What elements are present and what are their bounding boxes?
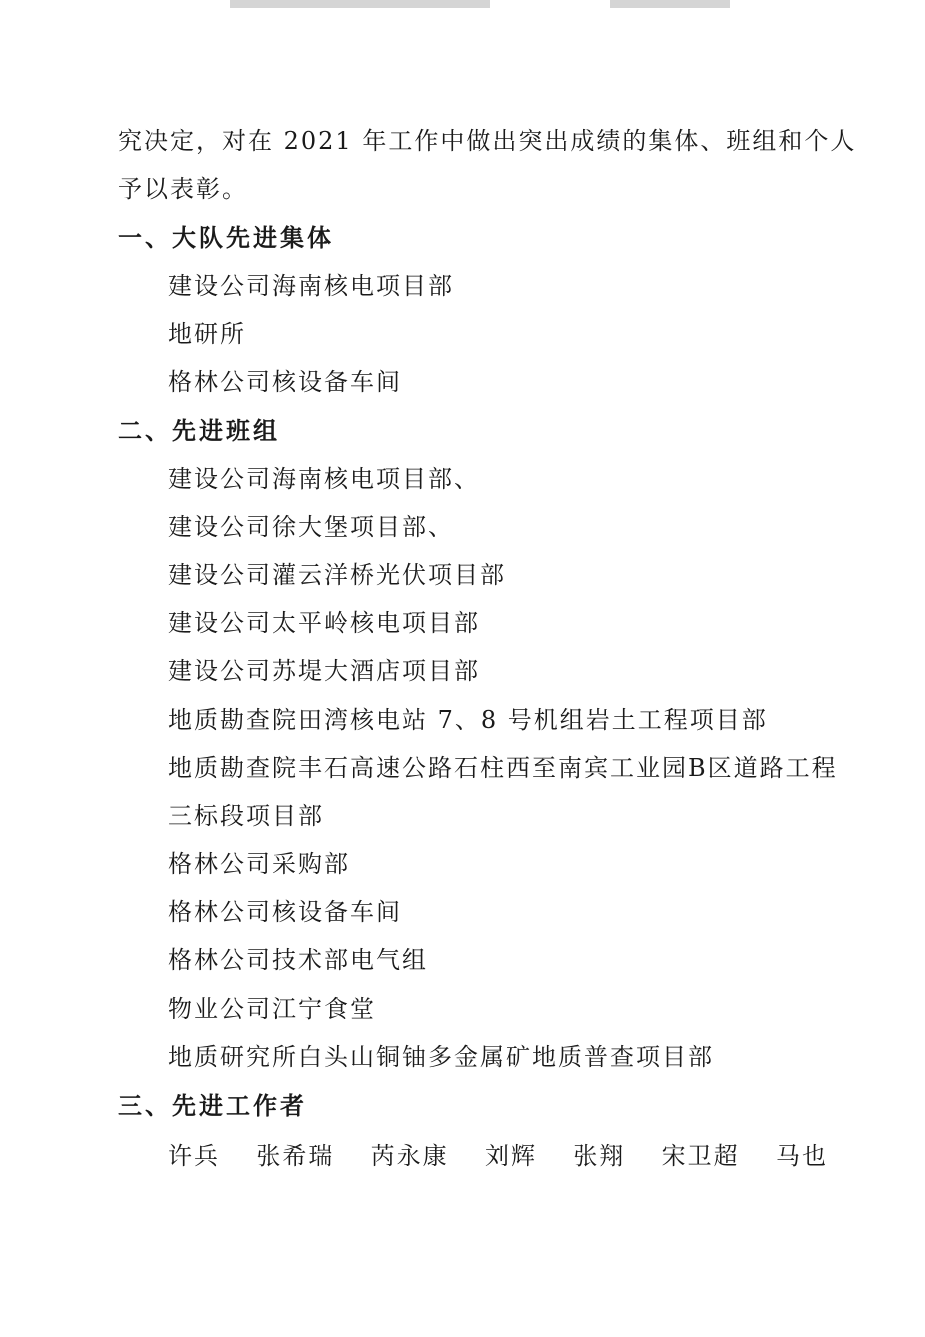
list-item: 格林公司核设备车间: [168, 898, 402, 926]
list-item: 地质勘查院丰石高速公路石柱西至南宾工业园B区道路工程: [168, 754, 838, 782]
worker-name: 芮永康: [370, 1142, 449, 1170]
intro-line-1: 究决定，对在 2021 年工作中做出突出成绩的集体、班组和个人: [118, 127, 857, 155]
list-item: 建设公司苏堤大酒店项目部: [168, 657, 480, 685]
worker-name: 宋卫超: [661, 1142, 740, 1170]
worker-name: 张希瑞: [256, 1142, 335, 1170]
worker-name: 刘辉: [484, 1142, 537, 1170]
intro-line-2: 予以表彰。: [118, 175, 248, 203]
list-item: 建设公司太平岭核电项目部: [168, 609, 480, 637]
section-heading-teams: 二、先进班组: [118, 417, 280, 445]
worker-name: 马也: [775, 1142, 828, 1170]
worker-name: 许兵: [168, 1142, 220, 1170]
section-heading-collectives: 一、大队先进集体: [118, 224, 334, 252]
list-item: 建设公司海南核电项目部: [168, 272, 454, 300]
list-item: 格林公司核设备车间: [168, 368, 402, 396]
list-item: 地质研究所白头山铜铀多金属矿地质普查项目部: [168, 1043, 714, 1071]
scan-edge-mark: [610, 0, 730, 8]
list-item: 格林公司采购部: [168, 850, 350, 878]
list-item: 建设公司海南核电项目部、: [168, 465, 480, 493]
list-item: 建设公司灌云洋桥光伏项目部: [168, 561, 506, 589]
scan-edge-mark: [230, 0, 490, 8]
worker-name: 张翔: [573, 1142, 626, 1170]
list-item: 地研所: [168, 320, 246, 348]
list-item: 地质勘查院田湾核电站 7、8 号机组岩土工程项目部: [168, 706, 768, 734]
list-item: 建设公司徐大堡项目部、: [168, 513, 454, 541]
list-item: 三标段项目部: [168, 802, 324, 830]
list-item: 物业公司江宁食堂: [168, 995, 376, 1023]
section-heading-workers: 三、先进工作者: [118, 1092, 307, 1120]
worker-names-row: [168, 1140, 828, 1172]
list-item: 格林公司技术部电气组: [168, 946, 428, 974]
